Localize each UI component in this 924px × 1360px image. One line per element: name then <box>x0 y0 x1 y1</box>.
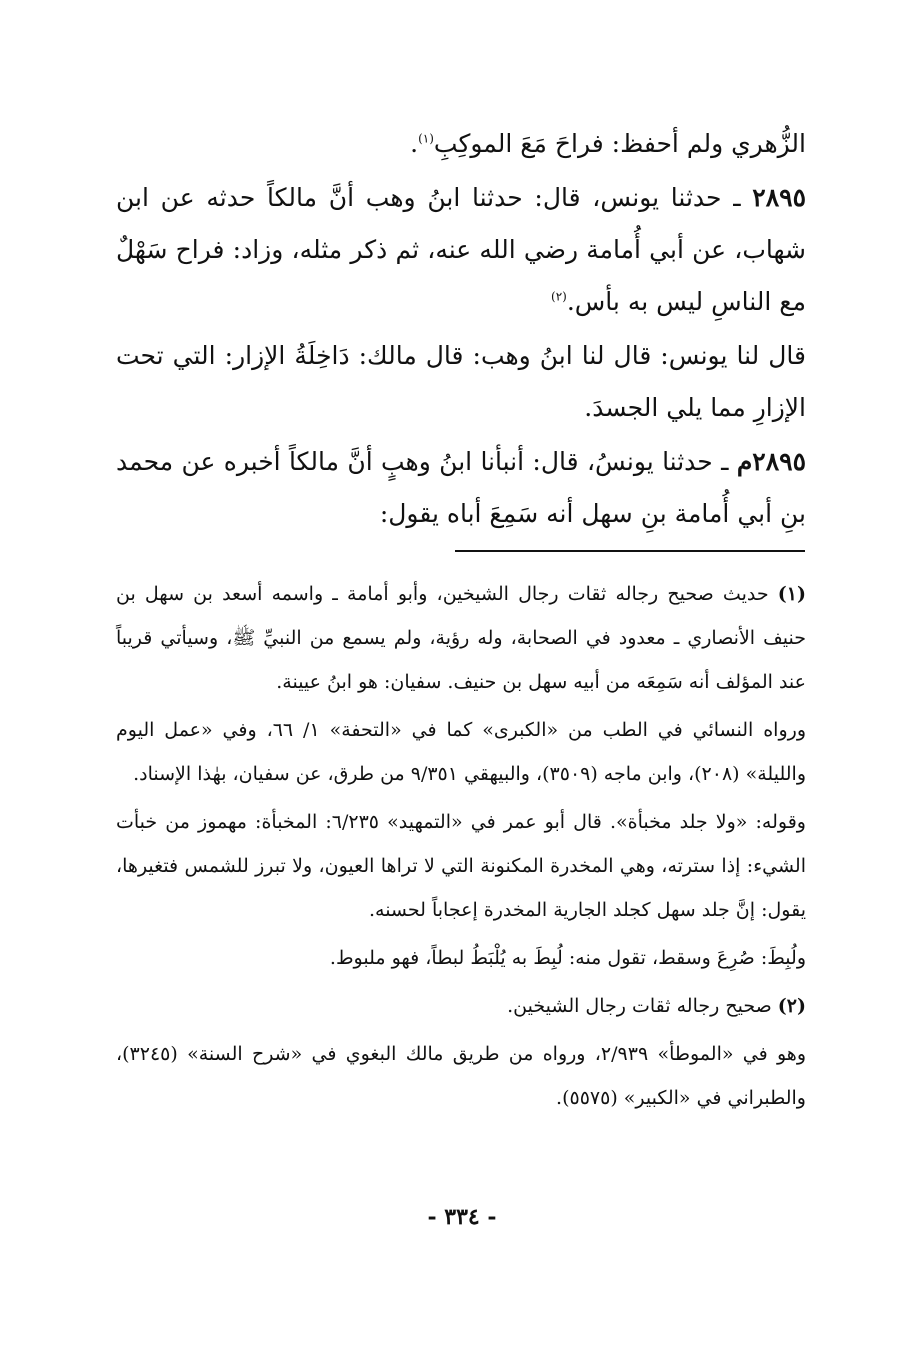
paragraph-explanation <box>116 330 806 434</box>
paragraph-end: . <box>410 129 419 158</box>
footnote-separator <box>455 550 805 552</box>
footnotes <box>116 572 806 1120</box>
footnote-1-sources <box>116 708 806 796</box>
main-text <box>116 118 806 540</box>
footnote-2-sources <box>116 1032 806 1120</box>
footnote-text: وهو في «الموطأ» ٢/٩٣٩، ورواه من طريق مالك البغوي في «شرح السنة» (٣٢٤٥)، والطبراني في «الكبير» (٥٥٧٥). <box>116 1043 806 1109</box>
footnote-1 <box>116 572 806 704</box>
footnote-1-gloss <box>116 800 806 932</box>
paragraph-text: الزُّهري ولم أحفظ: فراحَ مَعَ الموكِبِ <box>433 129 806 158</box>
footnote-text: صحيح رجاله ثقات رجال الشيخين. <box>507 995 772 1017</box>
footnote-reference: (٢) <box>551 289 567 304</box>
footnote-text: وقوله: «ولا جلد مخبأة». قال أبو عمر في «التمهيد» ٦/٢٣٥: المخبأة: مهموز من خبأت الشيء: إذا سترته، وهي المخدرة المكنونة التي لا تراها العيون، ولا تبرز للشمس فتغيرها، يقول: إنَّ جلد سهل كجلد الجارية المخدرة إعجاباً لحسنه. <box>116 811 806 921</box>
footnote-number: (١) <box>777 583 806 605</box>
hadith-2895m <box>116 436 806 540</box>
footnote-text: ولُبِطَ: صُرِعَ وسقط، تقول منه: لُبِطَ به يُلْبَطُ لبطاً، فهو ملبوط. <box>329 947 806 969</box>
footnote-2 <box>116 984 806 1028</box>
footnote-text: حديث صحيح رجاله ثقات رجال الشيخين، وأبو أمامة ـ واسمه أسعد بن سهل بن حنيف الأنصاري ـ معدود في الصحابة، وله رؤية، ولم يسمع من النبيِّ ﷺ، وسيأتي قريباً عند المؤلف أنه سَمِعَه من أبيه سهل بن حنيف. سفيان: هو ابنُ عيينة. <box>116 583 806 693</box>
page-number: - ٣٣٤ - <box>427 1204 497 1230</box>
paragraph-text: قال لنا يونس: قال لنا ابنُ وهب: قال مالك: دَاخِلَةُ الإزار: التي تحت الإزارِ مما يلي الجسدَ. <box>116 341 806 422</box>
hadith-number: ٢٨٩٥م <box>736 447 807 476</box>
hadith-number: ٢٨٩٥ <box>752 183 806 212</box>
footnote-number: (٢) <box>777 995 806 1017</box>
footnote-text: ورواه النسائي في الطب من «الكبرى» كما في «التحفة» ١/ ٦٦، وفي «عمل اليوم والليلة» (٢٠٨)، وابن ماجه (٣٥٠٩)، والبيهقي ٩/٣٥١ من طرق، عن سفيان، بهٰذا الإسناد. <box>116 719 806 785</box>
paragraph-continuation <box>116 118 806 170</box>
footnote-reference: (١) <box>418 131 434 146</box>
footnote-1-gloss-2 <box>116 936 806 980</box>
hadith-text: ـ حدثنا يونس، قال: حدثنا ابنُ وهب أنَّ مالكاً حدثه عن ابن شهاب، عن أبي أُمامة رضي الله عنه، ثم ذكر مثله، وزاد: فراح سَهْلٌ مع الناسِ ليس به بأس. <box>116 183 806 316</box>
hadith-text: ـ حدثنا يونسُ، قال: أنبأنا ابنُ وهبٍ أنَّ مالكاً أخبره عن محمد بنِ أبي أُمامة بنِ سهل أنه سَمِعَ أباه يقول: <box>116 447 806 528</box>
hadith-2895 <box>116 172 806 328</box>
